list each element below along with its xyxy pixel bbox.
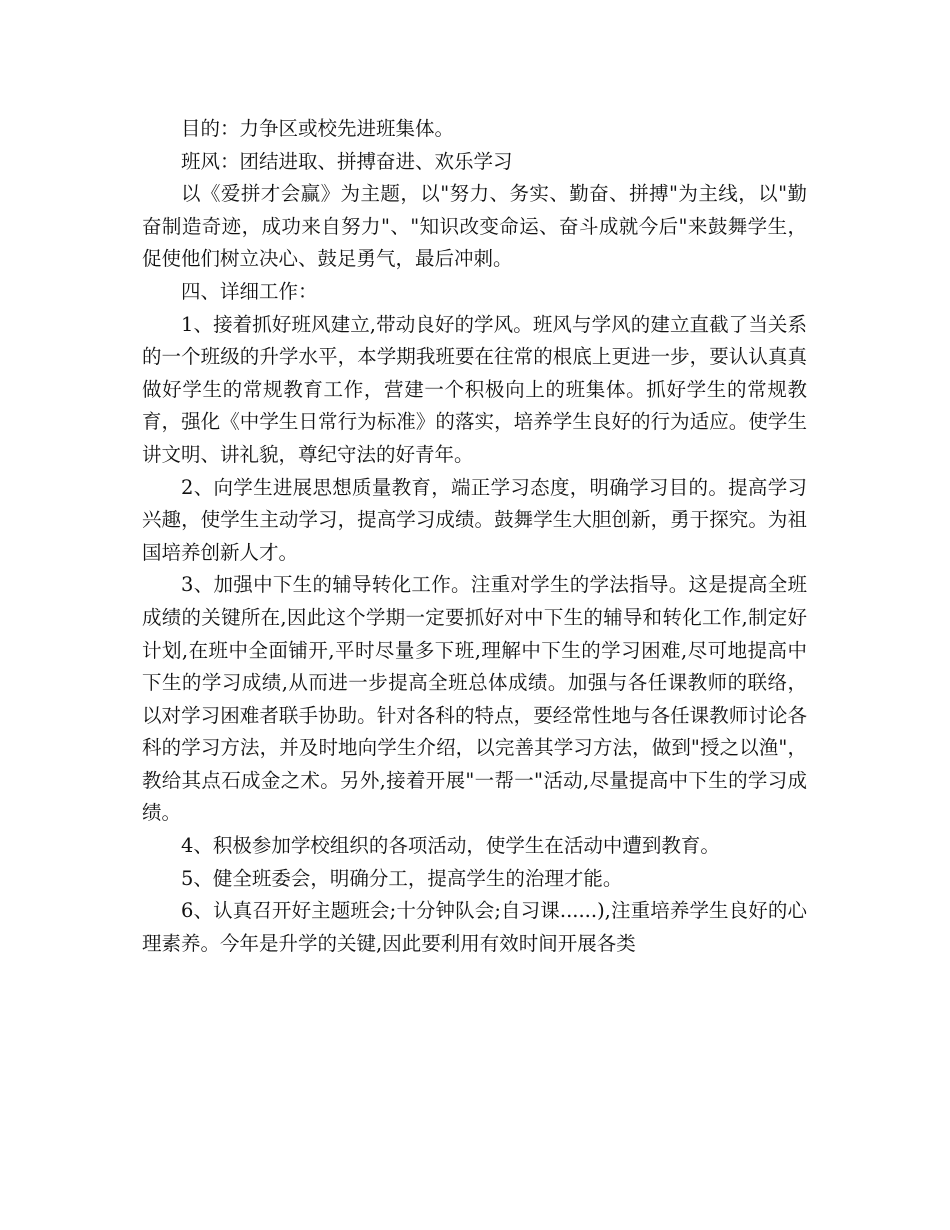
paragraph-item-2: 2、向学生进展思想质量教育，端正学习态度，明确学习目的。提高学习兴趣，使学生主动学习，提高学习成绩。鼓舞学生大胆创新，勇于探究。为祖国培养创新人才。 xyxy=(142,475,807,564)
paragraph-item-1: 1、接着抓好班风建立,带动良好的学风。班风与学风的建立直截了当关系的一个班级的升学水平，本学期我班要在往常的根底上更进一步，要认认真真做好学生的常规教育工作，营建一个积极向上的班集体。抓好学生的常规教育，强化《中学生日常行为标准》的落实，培养学生良好的行为适应。使学生讲文明、讲礼貌，尊纪守法的好青年。 xyxy=(142,312,807,466)
paragraph-item-5: 5、健全班委会，明确分工，提高学生的治理才能。 xyxy=(181,866,623,890)
document-body xyxy=(142,113,807,960)
paragraph-item-3: 3、加强中下生的辅导转化工作。注重对学生的学法指导。这是提高全班成绩的关键所在,因此这个学期一定要抓好对中下生的辅导和转化工作,制定好计划,在班中全面铺开,平时尽量多下班,理解中下生的学习困难,尽可地提高中下生的学习成绩,从而进一步提高全班总体成绩。加强与各任课教师的联络，以对学习困难者联手协助。针对各科的特点，要经常性地与各任课教师讨论各科的学习方法，并及时地向学生介绍，以完善其学习方法，做到"授之以渔"，教给其点石成金之术。另外,接着开展"一帮一"活动,尽量提高中下生的学习成绩。 xyxy=(142,573,807,825)
section-heading-work: 四、详细工作： xyxy=(181,279,318,303)
paragraph-item-6: 6、认真召开好主题班会;十分钟队会;自习课......),注重培养学生良好的心理素养。今年是升学的关键,因此要利用有效时间开展各类 xyxy=(142,899,807,955)
paragraph-class-style: 班风：团结进取、拼搏奋进、欢乐学习 xyxy=(181,149,513,173)
paragraph-goal: 目的：力争区或校先进班集体。 xyxy=(181,117,455,140)
paragraph-theme: 以《爱拼才会赢》为主题，以"努力、务实、勤奋、拼搏"为主线，以"勤奋制造奇迹，成功来自努力"、"知识改变命运、奋斗成就今后"来鼓舞学生，促使他们树立决心、鼓足勇气，最后冲刺。 xyxy=(142,182,807,271)
paragraph-item-4: 4、积极参加学校组织的各项活动，使学生在活动中遭到教育。 xyxy=(181,834,720,858)
